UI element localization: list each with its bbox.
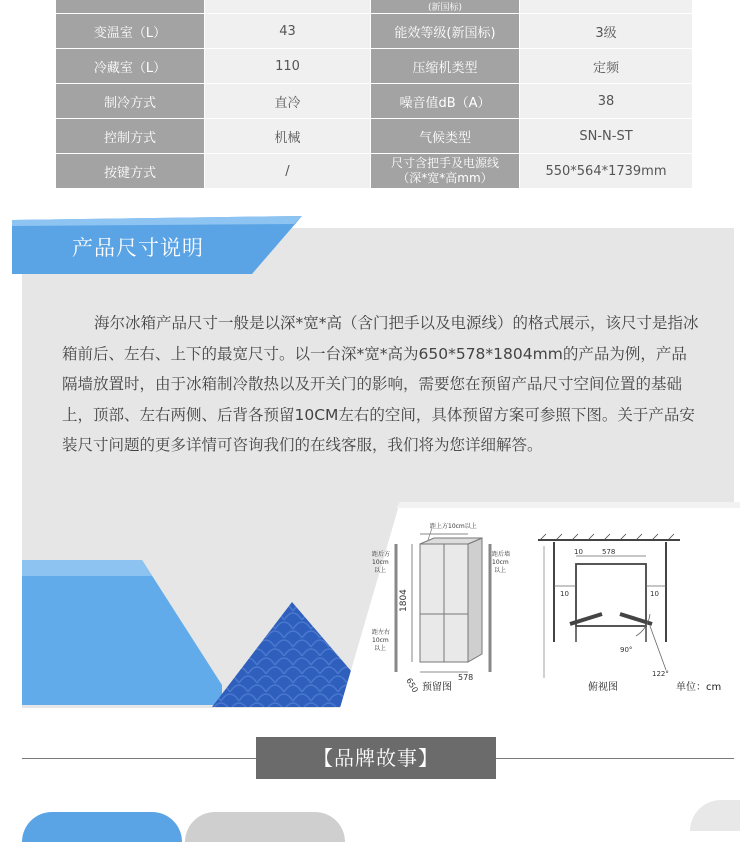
front-view-caption: 预留图 bbox=[422, 682, 452, 693]
width-dimension: 578 bbox=[458, 673, 474, 682]
spec-key-line: 尺寸含把手及电源线 bbox=[390, 156, 499, 170]
installation-diagram bbox=[340, 502, 740, 708]
top-clearance-note: 距上方10cm以上 bbox=[430, 523, 477, 530]
decor-bottom-right bbox=[690, 800, 740, 831]
spec-row bbox=[56, 14, 693, 49]
spec-key: 变温室（L） bbox=[56, 14, 205, 49]
spec-row-partial bbox=[56, 0, 693, 14]
left-top-note-1: 距后方 bbox=[372, 551, 391, 558]
top-view-gap: 10 bbox=[574, 548, 583, 556]
spec-table bbox=[56, 0, 693, 189]
decor-bottom-blue bbox=[22, 812, 182, 842]
spec-key: 冷藏室（L） bbox=[56, 49, 205, 84]
spec-value: 直冷 bbox=[205, 84, 371, 119]
decor-light-blue-shape bbox=[22, 560, 222, 705]
spec-key-line: （深*宽*高mm） bbox=[397, 171, 493, 185]
spec-value: 110 bbox=[205, 49, 371, 84]
spec-key bbox=[56, 0, 205, 14]
spec-value: SN-N-ST bbox=[520, 119, 693, 154]
left-bottom-note-1: 距左右 bbox=[372, 629, 391, 636]
spec-value: / bbox=[205, 154, 371, 189]
spec-row bbox=[56, 49, 693, 84]
spec-key: 压缩机类型 bbox=[371, 49, 520, 84]
right-top-note-3: 以上 bbox=[494, 567, 507, 574]
spec-key bbox=[371, 154, 520, 189]
spec-key: 能效等级(新国标) bbox=[371, 14, 520, 49]
spec-value bbox=[205, 0, 371, 14]
left-top-note-3: 以上 bbox=[374, 567, 387, 574]
door-angle-122: 122° bbox=[652, 670, 669, 678]
depth-dimension: 650 bbox=[404, 676, 420, 695]
brand-section-title: 【品牌故事】 bbox=[313, 746, 439, 770]
side-gap-left: 10 bbox=[560, 590, 569, 598]
top-view-caption: 俯视图 bbox=[588, 682, 618, 693]
spec-row bbox=[56, 154, 693, 189]
left-bottom-note-3: 以上 bbox=[374, 645, 387, 652]
unit-label: 单位：cm bbox=[676, 682, 722, 693]
side-gap-right: 10 bbox=[650, 590, 659, 598]
door-angle-90: 90° bbox=[620, 646, 633, 654]
spec-value: 38 bbox=[520, 84, 693, 119]
spec-value: 定频 bbox=[520, 49, 693, 84]
left-top-note-2: 10cm bbox=[372, 559, 389, 566]
spec-value: 43 bbox=[205, 14, 371, 49]
spec-key: 控制方式 bbox=[56, 119, 205, 154]
spec-value: 机械 bbox=[205, 119, 371, 154]
left-bottom-note-2: 10cm bbox=[372, 637, 389, 644]
right-top-note-2: 10cm bbox=[492, 559, 509, 566]
spec-row bbox=[56, 84, 693, 119]
spec-value: 3级 bbox=[520, 14, 693, 49]
spec-value bbox=[520, 0, 693, 14]
right-top-note-1: 距后墙 bbox=[492, 551, 511, 558]
spec-key: (新国标) bbox=[371, 0, 520, 14]
section-title: 产品尺寸说明 bbox=[72, 236, 204, 260]
spec-row bbox=[56, 119, 693, 154]
decor-bottom-gray bbox=[185, 812, 345, 842]
spec-key: 气候类型 bbox=[371, 119, 520, 154]
height-dimension: 1804 bbox=[399, 589, 409, 612]
spec-key: 制冷方式 bbox=[56, 84, 205, 119]
spec-key: 噪音值dB（A） bbox=[371, 84, 520, 119]
size-intro-text: 海尔冰箱产品尺寸一般是以深*宽*高（含门把手以及电源线）的格式展示，该尺寸是指冰箱前后、左右、上下的最宽尺寸。以一台深*宽*高为650*578*1804mm的产品为例，产品隔墙放置时，由于冰箱制冷散热以及开关门的影响，需要您在预留产品尺寸空间位置的基础上，顶部、左右两侧、后背各预留10CM左右的空间，具体预留方案可参照下图。关于产品安装尺寸问题的更多详情可咨询我们的在线客服，我们将为您详细解答。 bbox=[62, 314, 699, 454]
spec-key: 按键方式 bbox=[56, 154, 205, 189]
top-view-width: 578 bbox=[602, 548, 616, 556]
spec-value: 550*564*1739mm bbox=[520, 154, 693, 189]
